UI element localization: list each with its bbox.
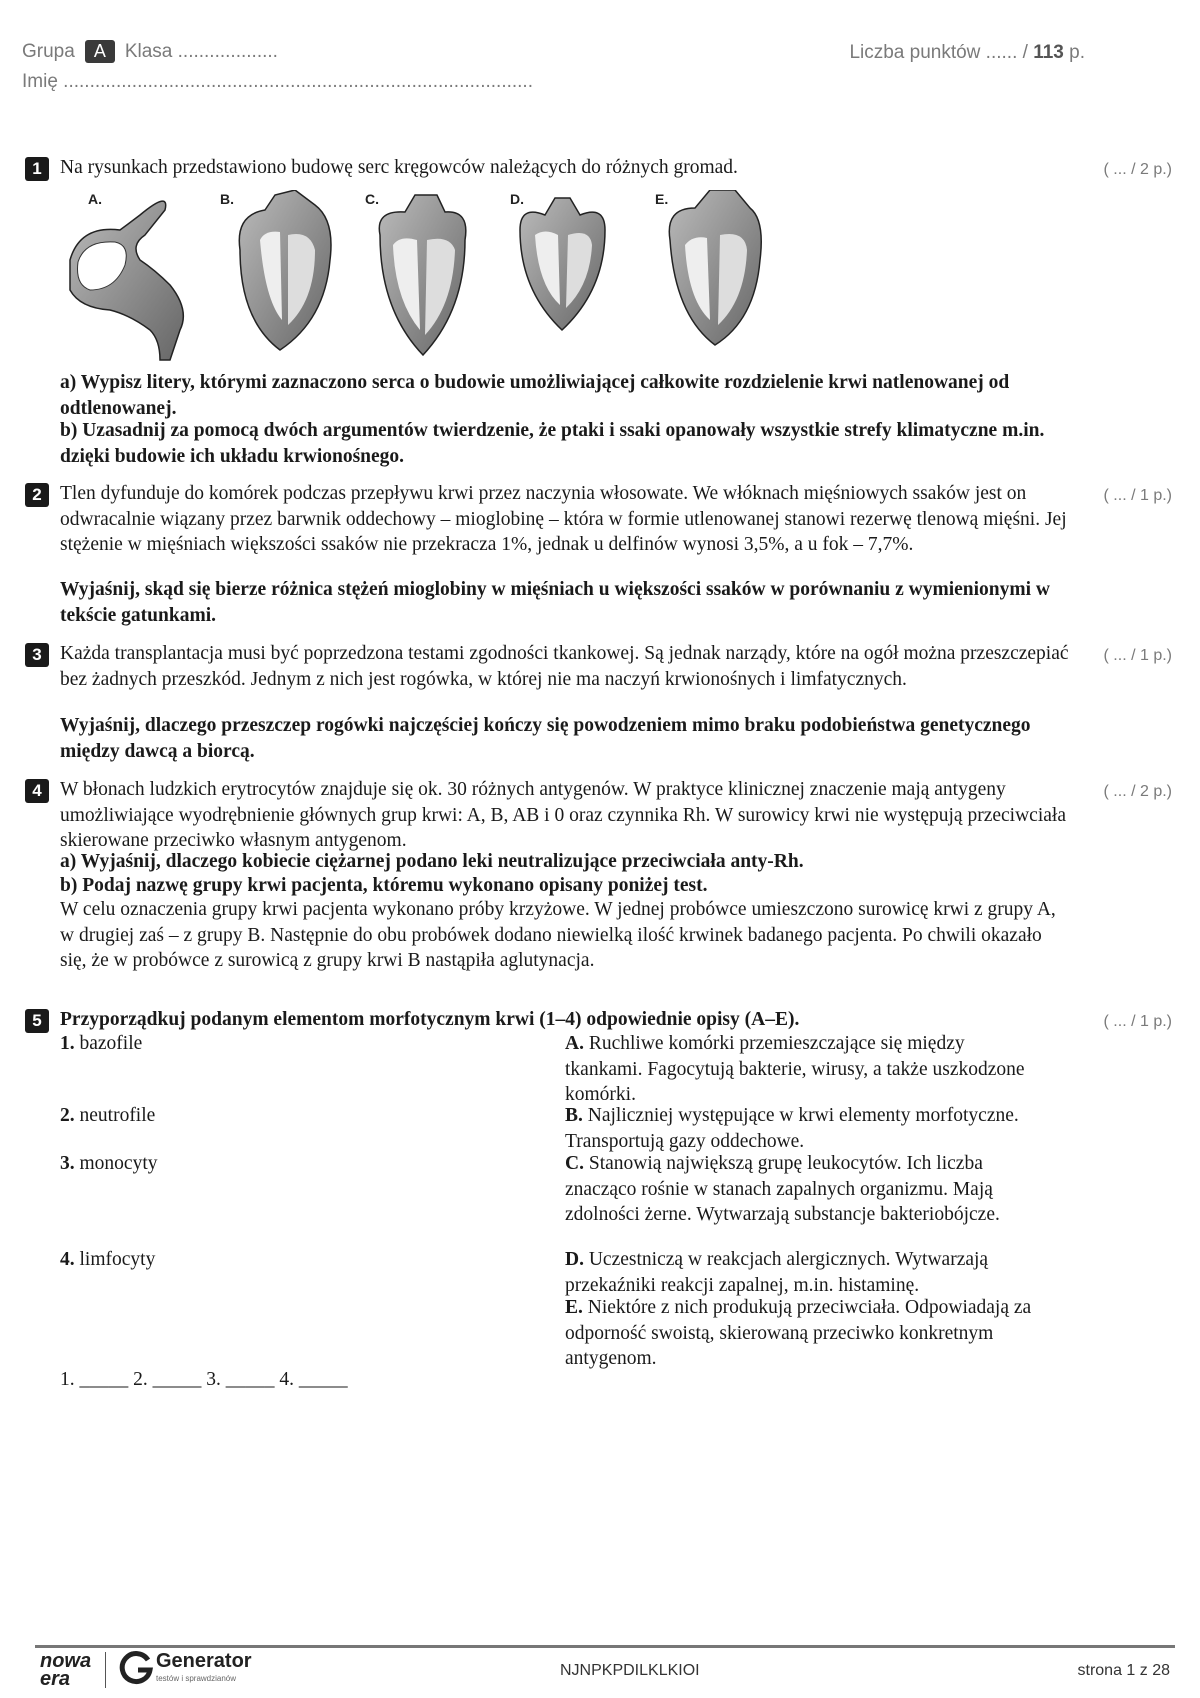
heart-d	[510, 191, 605, 330]
heart-label: A.	[88, 191, 102, 207]
hearts-illustration	[60, 190, 860, 390]
generator-logo-text: Generator	[156, 1650, 252, 1672]
heart-label: D.	[510, 191, 524, 207]
points-box: ( ... / 2 p.)	[1103, 783, 1172, 800]
points-line	[849, 42, 1085, 64]
task-b: b) Podaj nazwę grupy krwi pacjenta, któremu wykonano opisany poniżej test.	[60, 875, 708, 896]
question-5	[25, 1007, 1180, 1407]
generator-g-icon	[118, 1650, 154, 1686]
points-box: ( ... / 1 p.)	[1103, 487, 1172, 504]
question-text: Każda transplantacja musi być poprzedzona testami zgodności tkankowej. Są jednak narządy, które na ogół można przeszczepiać bez żadnych przeszkód. Jednym z nich jest rogówka, w której nie ma naczyń krwionośnych i limfatycznych.	[60, 643, 1069, 690]
task-a: a) Wyjaśnij, dlaczego kobiecie ciężarnej podano leki neutralizujące przeciwciała anty-Rh.	[60, 851, 804, 872]
list-item: 4. limfocyty	[60, 1249, 156, 1270]
task-a: a) Wypisz litery, którymi zaznaczono serca o budowie umożliwiającej całkowite rozdzielenie krwi natlenowanej od odtlenowanej.	[60, 372, 1010, 419]
heart-label: C.	[365, 191, 379, 207]
list-item: A. Ruchliwe komórki przemieszczające się między tkankami. Fagocytują bakterie, wirusy, a także uszkodzone komórki.	[565, 1033, 1025, 1105]
task-b: b) Uzasadnij za pomocą dwóch argumentów twierdzenie, że ptaki i ssaki opanowały wszystkie strefy klimatyczne m.in. dzięki budowie ich układu krwionośnego.	[60, 420, 1045, 467]
list-item: 2. neutrofile	[60, 1105, 156, 1126]
points-label: Liczba punktów ...... /	[849, 42, 1028, 63]
generator-logo-sub: testów i sprawdzianów	[156, 1674, 237, 1683]
question-number: 2	[25, 483, 49, 507]
question-number: 3	[25, 643, 49, 667]
nowa-era-logo: nowa era	[40, 1650, 92, 1690]
question-text: Tlen dyfunduje do komórek podczas przepływu krwi przez naczynia włosowate. We włóknach mięśniowych ssaków jest on odwracalnie wiązany przez barwnik oddechowy – mioglobinę – która w formie utlenowanej stanowi rezerwę tlenową mięśni. Jej stężenie w mięśniach większości ssaków nie przekracza 1%, jednak u delfinów wynosi 3,5%, a u fok – 7,7%.	[60, 483, 1067, 555]
points-total: 113	[1033, 42, 1064, 63]
test-description: W celu oznaczenia grupy krwi pacjenta wykonano próby krzyżowe. W jednej probówce umieszczono surowicę krwi z grupy A, w drugiej zaś – z grupy B. Następnie do obu probówek dodano niewielką ilość krwinek badanego pacjenta. Po chwili okazało się, że w probówce z surowicą z grupy krwi B nastąpiła aglutynacja.	[60, 899, 1056, 971]
footer-divider	[35, 1645, 1175, 1648]
list-item: D. Uczestniczą w reakcjach alergicznych. Wytwarzają przekaźniki reakcji zapalnej, m.in. histaminę.	[565, 1249, 989, 1296]
document-code: NJNPKPDILKLKIOI	[560, 1662, 700, 1679]
question-number: 1	[25, 157, 49, 181]
points-box: ( ... / 1 p.)	[1103, 1013, 1172, 1030]
logo-divider	[105, 1652, 106, 1688]
heart-b	[220, 190, 331, 350]
question-number: 5	[25, 1009, 49, 1033]
question-text: W błonach ludzkich erytrocytów znajduje się ok. 30 różnych antygenów. W praktyce klinicznej znaczenie mają antygeny umożliwiające wyodrębnienie głównych grup krwi: A, B, AB i 0 oraz czynnika Rh. W surowicy krwi nie występują przeciwciała skierowane przeciwko własnym antygenom.	[60, 779, 1066, 851]
points-box: ( ... / 2 p.)	[1103, 161, 1172, 178]
group-label: Grupa	[22, 41, 75, 62]
heart-a	[70, 191, 183, 360]
list-item: E. Niektóre z nich produkują przeciwciała. Odpowiadają za odporność swoistą, skierowaną przeciwko konkretnym antygenom.	[565, 1297, 1032, 1369]
list-item: B. Najliczniej występujące w krwi elementy morfotyczne. Transportują gazy oddechowe.	[565, 1105, 1019, 1152]
question-task: Wyjaśnij, dlaczego przeszczep rogówki najczęściej kończy się powodzeniem mimo braku podobieństwa genetycznego między dawcą a biorcą.	[60, 715, 1031, 762]
question-task: Przyporządkuj podanym elementom morfotycznym krwi (1–4) odpowiednie opisy (A–E).	[60, 1009, 800, 1030]
question-intro: Na rysunkach przedstawiono budowę serc kręgowców należących do różnych gromad.	[60, 157, 738, 178]
group-line	[22, 40, 278, 63]
question-number: 4	[25, 779, 49, 803]
list-item: 3. monocyty	[60, 1153, 158, 1174]
question-4	[25, 777, 1180, 997]
answer-line[interactable]: 1. _____ 2. _____ 3. _____ 4. _____	[60, 1369, 348, 1390]
list-item: 1. bazofile	[60, 1033, 143, 1054]
name-line: Imię .........................................................................................	[22, 71, 533, 92]
group-badge: A	[85, 40, 115, 63]
heart-c	[365, 191, 466, 355]
points-box: ( ... / 1 p.)	[1103, 647, 1172, 664]
heart-e	[655, 190, 761, 345]
question-3	[25, 641, 1180, 771]
question-1-tasks	[25, 370, 1180, 470]
points-unit: p.	[1069, 42, 1085, 63]
heart-label: E.	[655, 191, 669, 207]
class-label: Klasa ...................	[124, 41, 278, 62]
page-number: strona 1 z 28	[1077, 1662, 1170, 1679]
heart-label: B.	[220, 191, 234, 207]
question-2	[25, 481, 1180, 631]
list-item: C. Stanowią największą grupę leukocytów. Ich liczba znacząco rośnie w stanach zapalnych organizmu. Mają zdolności żerne. Wytwarzają substancje bakteriobójcze.	[565, 1153, 1000, 1225]
question-task: Wyjaśnij, skąd się bierze różnica stężeń mioglobiny w mięśniach u większości ssaków w porównaniu z wymienionymi w tekście gatunkami.	[60, 579, 1050, 626]
